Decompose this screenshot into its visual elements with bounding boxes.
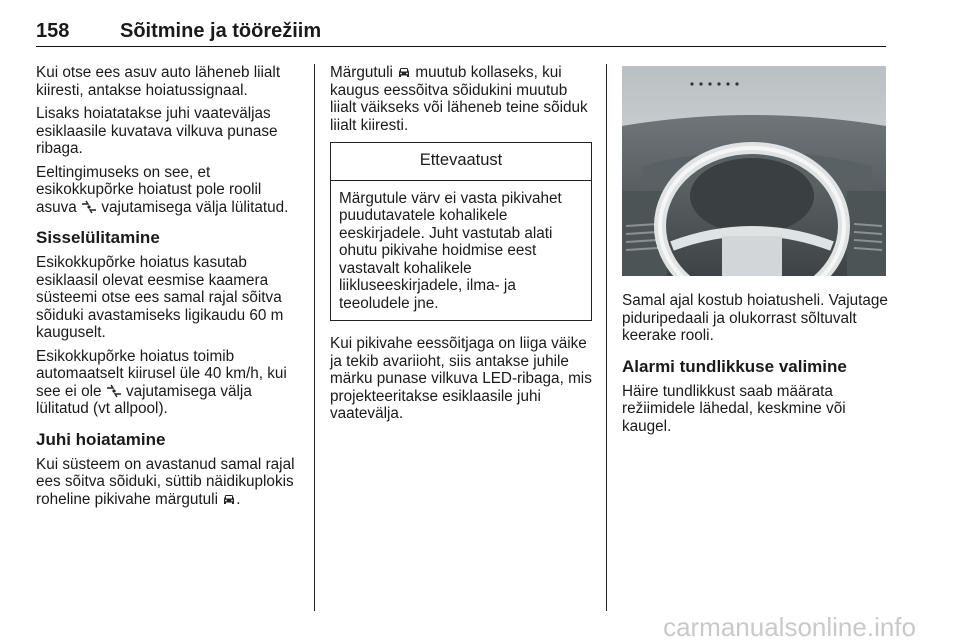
dashboard-illustration [622,66,886,276]
paragraph [36,456,302,509]
paragraph-text: . [236,490,241,508]
section-heading: Alarmi tundlikkuse valimine [622,356,847,376]
page-header [36,8,886,47]
column-left [36,64,302,514]
column-middle [330,64,592,429]
paragraph: Häire tundlikkust saab määrata režiimidele lähedal, keskmine või kaugel. [622,382,846,435]
paragraph-text: Esikokkupõrke hoiatus toimib automaatselt kiirusel üle 40 km/h, kui see ei ole [36,347,287,400]
paragraph-text: vajutamisega välja lülitatud (vt allpool). [36,382,252,417]
dashboard-drawing [622,66,886,276]
paragraph-text: Eeltingimuseks on see, et esikokkupõrke hoiatust pole roolil asuva [36,163,262,216]
column-divider [314,64,315,611]
vehicle-ahead-icon [397,66,411,79]
paragraph: Kui otse ees asuv auto läheneb liialt kiiresti, antakse hoiatussignaal. [36,64,281,99]
paragraph-text: Kui süsteem on avastanud samal rajal ees sõitva sõiduki, süttib näidikuplokis roheline pikivahe märgutuli [36,455,295,508]
section-heading: Juhi hoiatamine [36,429,166,449]
paragraph [330,64,592,134]
paragraph-text: Märgutuli [330,64,393,81]
caution-box [330,142,592,321]
paragraph: Lisaks hoiatatakse juhi vaateväljas esiklaasile kuvatava vilkuva punase ribaga. [36,105,278,157]
paragraph: Samal ajal kostub hoiatusheli. Vajutage piduripedaali ja olukorrast sõltuvalt keerake rooli. [622,292,888,344]
caution-title: Ettevaatust [331,143,591,181]
vehicle-ahead-icon [222,493,236,506]
paragraph-text: muutub kollaseks, kui kaugus eessõitva sõidukini muutub liialt väikseks või läheneb teine sõiduk liialt kiiresti. [330,64,588,134]
page-number: 158 [36,20,70,42]
paragraph-text: vajutamisega välja lülitatud. [101,198,289,216]
steering-wheel-button-icon [106,384,122,398]
column-divider [606,64,607,611]
section-heading: Sisselülitamine [36,228,160,247]
paragraph: Esikokkupõrke hoiatus kasutab esiklaasil olevat eesmise kaamera süsteemi otse ees samal rajal sõitva sõiduki avastamiseks ligikaudu 60 m kauguselt. [36,254,284,341]
paragraph: Kui pikivahe eessõitjaga on liiga väike ja tekib avariioht, siis antakse juhile märku punase vilkuva LED-ribaga, mis projekteeritakse esiklaasile juhi vaatevälja. [330,335,592,422]
watermark: carmanualsonline.info [663,612,916,642]
caution-body: Märgutule värv ei vasta pikivahet puudutavatele kohalikele eeskirjadele. Juht vastutab alati ohutu pikivahe hoidmise eest vastavalt kohalikele liikluseeskirjadele, ilma- ja teeoludele jne. [339,189,562,312]
paragraph [36,348,302,418]
paragraph [36,164,302,217]
chapter-title: Sõitmine ja töörežiim [120,20,322,42]
steering-wheel-button-icon [81,200,97,214]
column-right-text [622,292,888,441]
